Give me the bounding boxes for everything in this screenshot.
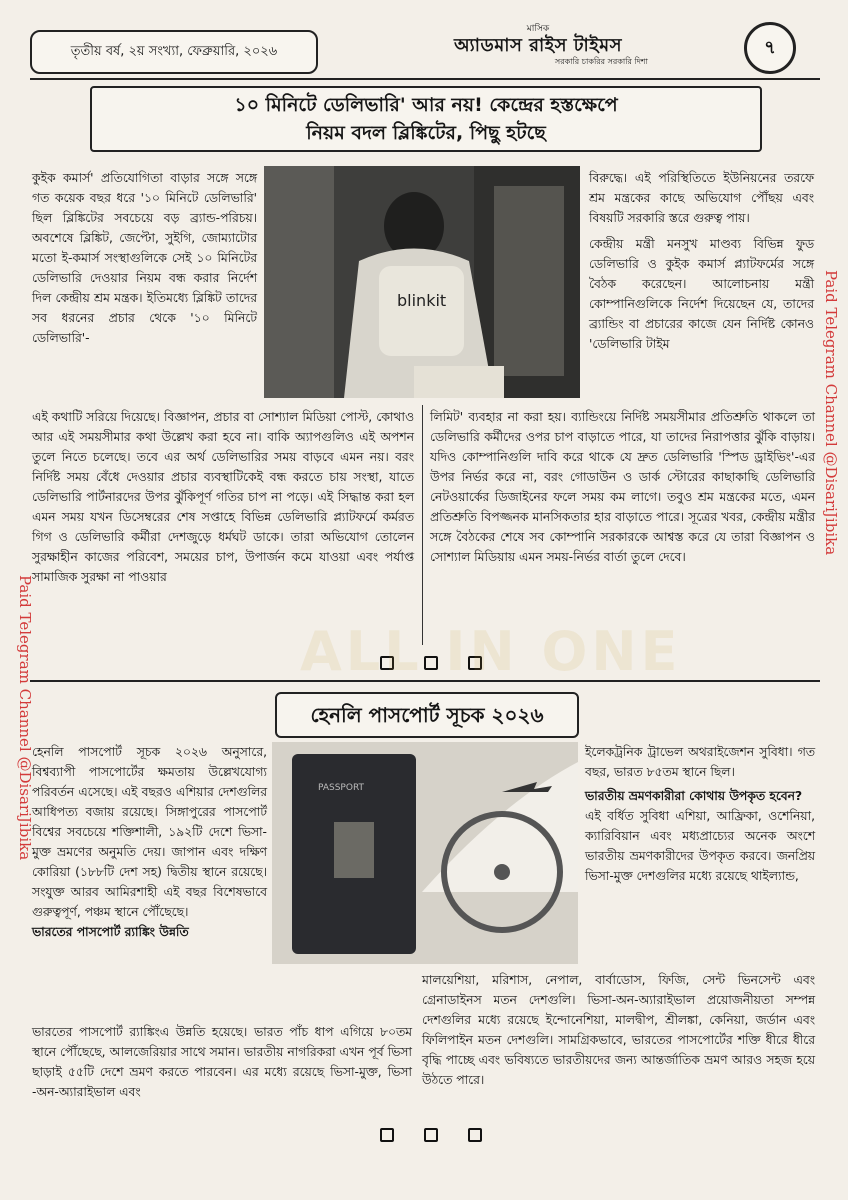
issue-info: তৃতীয় বর্ষ, ২য় সংখ্যা, ফেব্রুয়ারি, ২০২৬: [30, 30, 318, 74]
article2-left-column: [32, 742, 267, 942]
article2-headline: হেনলি পাসপোর্ট সূচক ২০২৬: [275, 692, 579, 738]
article1-right-text2: কেন্দ্রীয় মন্ত্রী মনসুখ মাণ্ডব্য বিভিন্ন ফুড ডেলিভারি ও কুইক কমার্স প্ল্যাটফর্মের সঙ্গে বৈঠক করেছেন। আলোচনায় মন্ত্রী কোম্পানিগুলিকে নির্দেশ দিয়েছেন যে, তাদের ব্র্যান্ডিং বা প্রচারের কাজে যেন নির্দিষ্ট কোনও 'ডেলিভারি টাইম: [589, 237, 814, 351]
passport-cover-text: PASSPORT: [318, 783, 365, 793]
article1-left-wide-text: এই কথাটি সরিয়ে দিয়েছে। বিজ্ঞাপন, প্রচার বা সোশ্যাল মিডিয়া পোস্ট, কোথাও আর এই সময়সীমার কথা উল্লেখ করা হবে না। বাকি অ্যাপগুলিও এই অপশন তুলে নিতে চলেছে। তবে এর অর্থ ডেলিভারির সময় বাড়বে এমন নয়। বরং নির্দিষ্ট সময় বেঁধে দেওয়ার প্রচার ব্যবস্থাটিকেই বন্ধ করতে চায় সংস্থা, যাতে ডেলিভারি পার্টনারদের উপর ঝুঁকিপূর্ণ গতির চাপ না পড়ে। এই সিদ্ধান্ত করা হল এমন সময় যখন ডিসেম্বরের শেষ সপ্তাহে বিভিন্ন ডেলিভারি প্ল্যাটফর্মে কর্মরত গিগ ও ডেলিভারি কর্মীরা দেশজুড়ে ধর্মঘট ডাকে। তারা অভিযোগ তোলেন সুরক্ষাহীন কাজের পরিবেশ, সময়ের চাপ, উপার্জন কমে যাওয়া এবং পর্যাপ্ত সামাজিক সুরক্ষা না পাওয়ার: [32, 410, 414, 584]
delivery-worker-illustration: [264, 166, 580, 398]
article2-right-text1: ইলেকট্রনিক ট্রাভেল অথরাইজেশন সুবিধা। গত বছর, ভারত ৮৫তম স্থানে ছিল।: [585, 745, 815, 779]
article2-end-marks: [380, 1128, 482, 1142]
masthead-title: অ্যাডমাস রাইস টাইমস: [453, 35, 623, 56]
article1-right-wide: [430, 407, 815, 567]
article1-left-text: কুইক কমার্স' প্রতিযোগিতা বাড়ার সঙ্গে সঙ্গে গত কয়েক বছর ধরে '১০ মিনিটে ডেলিভারি' ছিল ব্লিঙ্কিটের সবচেয়ে বড় ব্র্যান্ড-পরিচয়। অবশেষে ব্লিঙ্কিট, জেপ্টো, সুইগি, জোম্যাটোর মতো ই-কমার্স সংস্থাগুলিকে সেই ১০ মিনিটের ডেলিভারি দেওয়ার নিয়ম বন্ধ করার নির্দেশ দিল কেন্দ্রীয় শ্রম মন্ত্রক। ইতিমধ্যে ব্লিঙ্কিট তাদের সব ধরনের প্রচার থেকে '১০ মিনিটে ডেলিভারি'-: [32, 171, 257, 345]
masthead-small: মাসিক: [526, 24, 550, 34]
article1-headline: [90, 86, 762, 152]
end-mark-square: [468, 1128, 482, 1142]
passport-illustration: [272, 742, 578, 964]
article1-column-divider: [422, 405, 423, 645]
article2-left-wide-text: ভারতের পাসপোর্ট র‌্যাঙ্কিংএ উন্নতি হয়েছে। ভারত পাঁচ ধাপ এগিয়ে ৮০তম স্থানে পৌঁছেছে, আলজেরিয়ার সাথে সমান। ভারতীয় নাগরিকরা এখন পূর্ব ভিসা ছাড়াই ৫৫টি দেশে ভ্রমণ করতে পারবেন। এর মধ্যে রয়েছে ভিসা-মুক্ত, ভিসা -অন-অ্যারাইভাল এবং: [32, 1025, 412, 1099]
article1-right-wide-text: লিমিট' ব্যবহার না করা হয়। ব্যান্ডিংয়ে নির্দিষ্ট সময়সীমার প্রতিশ্রুতি থাকলে তা ডেলিভারি কর্মীদের ওপর চাপ বাড়াতে পারে, যা তাদের নিরাপত্তার ঝুঁকি বাড়ায়। যদিও কোম্পানিগুলি দাবি করে থাকে যে দ্রুত ডেলিভারি 'স্পিড ড্রাইভিং'-এর উপর নির্ভর করে না, বরং গোডাউন ও ডার্ক স্টোরের কাছাকাছি ডেলিভারি নেটওয়ার্কের ডিজাইনের ফলে সময় কম লাগে। তবুও শ্রম মন্ত্রকের মতে, এমন প্রতিশ্রুতি বিপজ্জনক মানসিকতার হার বাড়াতে পারে। সূত্রের খবর, কেন্দ্রীয় মন্ত্রীর সঙ্গে বৈঠকের শেষে সব কোম্পানি সরকারকে আশ্বস্ত করে যে তারা বিজ্ঞাপন ও সোশ্যাল মিডিয়ায় এমন সময়-নির্ভর বার্তা তুলে দেবে।: [430, 410, 815, 564]
article1-headline-line1: ১০ মিনিটে ডেলিভারি' আর নয়! কেন্দ্রের হস্তক্ষেপে: [234, 94, 618, 116]
article2-right-text2: এই বর্ধিত সুবিধা এশিয়া, আফ্রিকা, ওশেনিয়া, ক্যারিবিয়ান এবং মধ্যপ্রাচ্যের অনেক অংশে ভারতীয় ভ্রমণকারীদের উপকৃত করবে। জনপ্রিয় ভিসা-মুক্ত দেশগুলির মধ্যে রয়েছে থাইল্যান্ড,: [585, 809, 815, 883]
article1-right-column: [589, 168, 814, 354]
masthead: [418, 24, 658, 72]
left-watermark: Paid Telegram Channel @DisariJibika: [16, 575, 34, 861]
article2-right-wide-text: মালয়েশিয়া, মরিশাস, নেপাল, বার্বাডোস, ফিজি, সেন্ট ভিনসেন্ট এবং গ্রেনাডাইনস মতন দেশগুলি। ভিসা-অন-অ্যারাইভাল প্রয়োজনীয়তা সম্পন্ন দেশগুলির মধ্যে রয়েছে ইন্দোনেশিয়া, মালদ্বীপ, শ্রীলঙ্কা, কেনিয়া, জর্ডান এবং ফিলিপাইন মতন দেশগুলি। সামগ্রিকভাবে, ভারতের পাসপোর্টের শক্তি ধীরে ধীরে বৃদ্ধি পাচ্ছে এবং ভবিষ্যতে ভারতীয়দের জন্য আন্তর্জাতিক ভ্রমণ আরও সহজ হয়ে উঠতে পারে।: [422, 973, 815, 1087]
article1-left-column: [32, 168, 257, 348]
page-number: ৭: [744, 22, 796, 74]
article1-right-text1: বিরুদ্ধে। এই পরিস্থিতিতে ইউনিয়নের তরফে শ্রম মন্ত্রকের কাছে অভিযোগ পৌঁছয় এবং বিষয়টি সরকারি স্তরে গুরুত্ব পায়।: [589, 171, 814, 225]
article2-right-wide: [422, 970, 815, 1090]
article2-left-wide: [32, 1022, 412, 1102]
delivery-photo: [264, 166, 580, 398]
article1-headline-line2: নিয়ম বদল ব্লিঙ্কিটের, পিছু হটছে: [306, 122, 546, 144]
header-rule: [30, 78, 820, 80]
end-mark-square: [380, 1128, 394, 1142]
end-mark-square: [424, 1128, 438, 1142]
center-watermark: ALL IN ONE: [300, 620, 682, 683]
right-watermark: Paid Telegram Channel @DisariJibika: [822, 270, 840, 556]
blinkit-logo: blinkit: [397, 291, 447, 310]
article2-left-subheading: ভারতের পাসপোর্ট র‌্যাঙ্কিং উন্নতি: [32, 925, 189, 939]
article2-right-column: [585, 742, 815, 886]
article1-left-wide: [32, 407, 414, 587]
passport-photo: [272, 742, 578, 964]
masthead-tagline: সরকারি চাকরির সরকারি দিশা: [554, 57, 648, 66]
article2-right-subheading: ভারতীয় ভ্রমণকারীরা কোথায় উপকৃত হবেন?: [585, 789, 803, 803]
article2-left-text: হেনলি পাসপোর্ট সূচক ২০২৬ অনুসারে, বিশ্বব্যাপী পাসপোর্টের ক্ষমতায় উল্লেখযোগ্য পরিবর্তন এসেছে। এই বছরও এশিয়ার দেশগুলির আধিপত্য বজায় রয়েছে। সিঙ্গাপুরের পাসপোর্ট বিশ্বের সবচেয়ে শক্তিশালী, ১৯২টি দেশে ভিসা-মুক্ত ভ্রমণের অনুমতি দেয়। জাপান এবং দক্ষিণ কোরিয়া (১৮৮টি দেশ সহ) দ্বিতীয় স্থানে রয়েছে। সংযুক্ত আরব আমিরশাহী এই বছর বিশেষভাবে গুরুত্বপূর্ণ, পঞ্চম স্থানে পৌঁছেছে।: [32, 745, 267, 919]
